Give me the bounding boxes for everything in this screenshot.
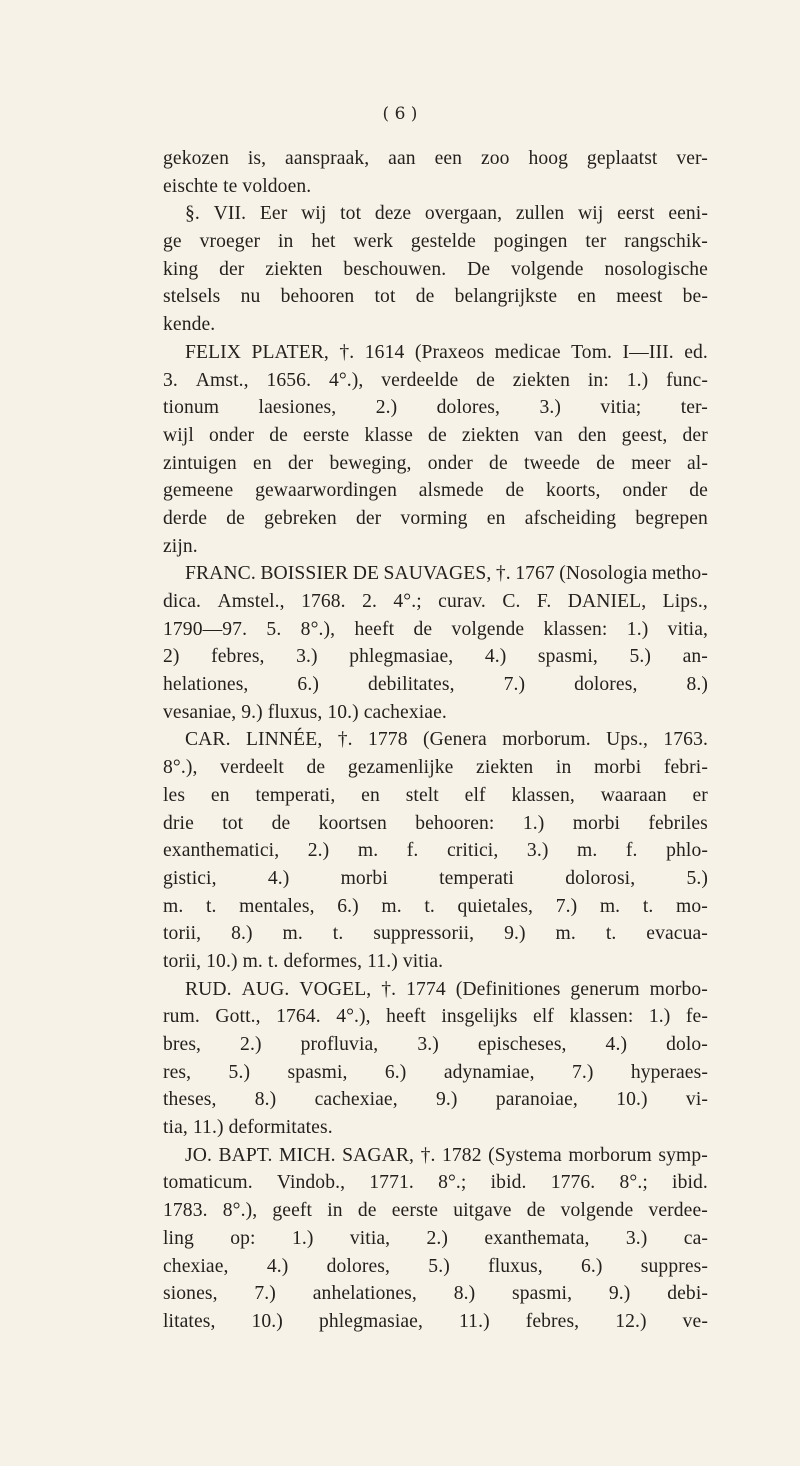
text-line: gekozen is, aanspraak, aan een zoo hoog geplaatst ver- (163, 148, 708, 169)
text-line: exanthematici, 2.) m. f. critici, 3.) m. f. phlo- (163, 840, 708, 862)
page-number: ( 6 ) (382, 104, 418, 124)
text-line: torii, 8.) m. t. suppressorii, 9.) m. t. evacua- (163, 923, 708, 945)
text-line: theses, 8.) cachexiae, 9.) paranoiae, 10.) vi- (163, 1089, 708, 1111)
text-line: res, 5.) spasmi, 6.) adynamiae, 7.) hyperaes- (163, 1061, 708, 1083)
text-line: tia, 11.) deformitates. (163, 1117, 333, 1139)
text-line: gemeene gewaarwordingen alsmede de koorts, onder de (163, 480, 708, 502)
text-line: FELIX PLATER, †. 1614 (Praxeos medicae Tom. I—III. ed. (185, 341, 708, 363)
text-line: tionum laesiones, 2.) dolores, 3.) vitia; ter- (163, 397, 708, 419)
text-line: ge vroeger in het werk gestelde pogingen ter rangschik- (163, 231, 708, 253)
text-line: stelsels nu behooren tot de belangrijkste en meest be- (163, 286, 708, 308)
text-line: king der ziekten beschouwen. De volgende nosologische (163, 258, 708, 280)
text-line: rum. Gott., 1764. 4°.), heeft insgelijks elf klassen: 1.) fe- (163, 1006, 708, 1028)
text-line: derde de gebreken der vorming en afscheiding begrepen (163, 507, 708, 529)
text-line: drie tot de koortsen behooren: 1.) morbi febriles (163, 812, 708, 834)
text-line: eischte te voldoen. (163, 175, 312, 197)
text-line: JO. BAPT. MICH. SAGAR, †. 1782 (Systema morborum symp- (185, 1144, 708, 1166)
text-line: kende. (163, 314, 216, 336)
text-line: helationes, 6.) debilitates, 7.) dolores, 8.) (163, 674, 708, 696)
text-line: zintuigen en der beweging, onder de tweede de meer al- (163, 452, 708, 474)
text-line: ling op: 1.) vitia, 2.) exanthemata, 3.) ca- (163, 1227, 708, 1249)
text-line: tomaticum. Vindob., 1771. 8°.; ibid. 1776. 8°.; ibid. (163, 1172, 708, 1194)
text-line: gistici, 4.) morbi temperati dolorosi, 5.) (163, 867, 708, 889)
text-line: vesaniae, 9.) fluxus, 10.) cachexiae. (163, 701, 447, 723)
text-line: siones, 7.) anhelationes, 8.) spasmi, 9.) debi- (163, 1283, 708, 1305)
text-line: FRANC. BOISSIER DE SAUVAGES, †. 1767 (Nosologia metho- (185, 563, 708, 585)
text-line: les en temperati, en stelt elf klassen, waaraan er (163, 784, 708, 806)
text-line: m. t. mentales, 6.) m. t. quietales, 7.) m. t. mo- (163, 895, 708, 917)
text-line: §. VII. Eer wij tot deze overgaan, zullen wij eerst eeni- (185, 203, 708, 225)
text-line: zijn. (163, 535, 198, 557)
text-line: bres, 2.) profluvia, 3.) epischeses, 4.) dolo- (163, 1034, 708, 1055)
body-text (163, 145, 708, 1336)
text-line: 2) febres, 3.) phlegmasiae, 4.) spasmi, 5.) an- (163, 646, 708, 668)
text-line: torii, 10.) m. t. deformes, 11.) vitia. (163, 950, 444, 972)
text-line: CAR. LINNÉE, †. 1778 (Genera morborum. Ups., 1763. (185, 729, 708, 751)
text-line: 8°.), verdeelt de gezamenlijke ziekten in morbi febri- (163, 757, 708, 779)
text-line: 1783. 8°.), geeft in de eerste uitgave de volgende verdee- (163, 1200, 708, 1222)
text-line: 3. Amst., 1656. 4°.), verdeelde de ziekten in: 1.) func- (163, 369, 708, 391)
text-line: wijl onder de eerste klasse de ziekten van den geest, der (163, 424, 708, 446)
text-line: 1790—97. 5. 8°.), heeft de volgende klassen: 1.) vitia, (163, 618, 708, 640)
text-line: litates, 10.) phlegmasiae, 11.) febres, 12.) ve- (163, 1310, 708, 1332)
text-line: RUD. AUG. VOGEL, †. 1774 (Definitiones generum morbo- (185, 978, 708, 1000)
text-line: dica. Amstel., 1768. 2. 4°.; curav. C. F. DANIEL, Lips., (163, 591, 708, 612)
text-line: chexiae, 4.) dolores, 5.) fluxus, 6.) suppres- (163, 1255, 708, 1277)
